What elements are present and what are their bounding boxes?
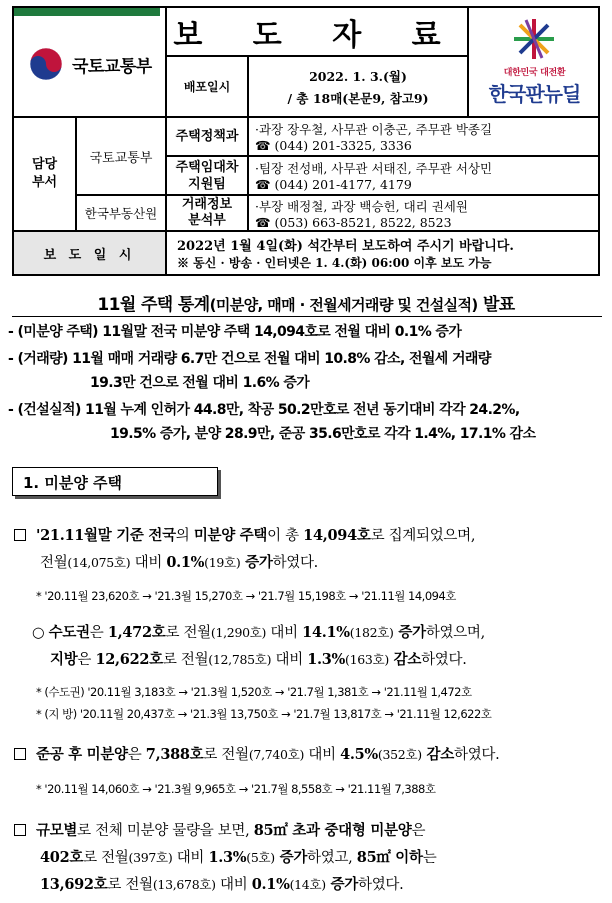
checkbox-bullet-icon <box>14 748 26 760</box>
phone-icon: ☎ <box>255 138 275 153</box>
ministry-name: 국토교통부 <box>72 56 152 77</box>
dept-lease-support: 주택임대차 지원팀 <box>166 156 248 195</box>
org-reb-cell: 한국부동산원 <box>76 195 166 231</box>
summary-transactions: - (거래량) 11월 매매 거래량 6.7만 건으로 전월 대비 10.8% 감소, 전월세 거래량 <box>8 351 491 367</box>
dept-transaction-analysis-contact: ·부장 배정철, 과장 백승헌, 대리 권세원 ☎ (053) 663-8521, 8522, 8523 <box>248 195 600 231</box>
release-pages: / 총 18매(본문9, 참고9) <box>287 90 429 106</box>
para-unsold-total-cont: 전월(14,075호) 대비 0.1%(19호) 증가하였다. <box>40 554 318 571</box>
phone-icon: ☎ <box>255 177 275 192</box>
release-date-cell <box>248 56 468 117</box>
release-label-cell: 배포일시 <box>166 56 248 117</box>
para-by-size-small: 13,692호로 전월(13,678호) 대비 0.1%(14호) 증가하였다. <box>40 876 404 893</box>
note-unsold-trend: * '20.11월 23,620호 → '21.3월 15,270호 → '21.7월 15,198호 → '21.11월 14,094호 <box>36 589 456 603</box>
dept-housing-policy: 주택정책과 <box>166 117 248 156</box>
para-by-size-large: 402호로 전월(397호) 대비 1.3%(5호) 증가하였고, 85㎡ 이하는 <box>40 849 437 866</box>
press-embargo: 2022년 1월 4일(화) 석간부터 보도하여 주시기 바랍니다. <box>177 239 514 254</box>
headline: 11월 주택 통계(미분양, 매매 · 전월세거래량 및 건설실적) 발표 <box>97 295 515 315</box>
para-completed-unsold: 준공 후 미분양은 7,388호로 전월(7,740호) 대비 4.5%(352호) 감소하였다. <box>14 741 499 769</box>
note-completed-trend: * '20.11월 14,060호 → '21.3월 9,965호 → '21.7월 8,558호 → '21.11월 7,388호 <box>36 782 436 796</box>
new-deal-title: 한국판뉴딜 <box>488 82 581 106</box>
circle-bullet-icon: ○ <box>32 625 49 641</box>
dept-lease-support-contact: ·팀장 전성배, 사무관 서태진, 주무관 서상민 ☎ (044) 201-4177, 4179 <box>248 156 600 195</box>
section-title: 1. 미분양 주택 <box>12 467 218 496</box>
new-deal-subtitle: 대한민국 대전환 <box>503 68 566 78</box>
phone-icon: ☎ <box>255 215 275 230</box>
para-provinces: 지방은 12,622호로 전월(12,785호) 대비 1.3%(163호) 감소하였다. <box>50 651 467 668</box>
press-info-cell <box>166 231 600 274</box>
new-deal-logo-cell <box>468 8 600 117</box>
org-ministry-cell: 국토교통부 <box>76 117 166 195</box>
page-title: 보 도 자 료 <box>173 17 461 53</box>
para-by-size: 규모별로 전체 미분양 물량을 보면, 85㎡ 초과 중대형 미분양은 <box>14 817 425 845</box>
title-cell <box>166 8 468 56</box>
summary-transactions-cont: 19.3만 건으로 전월 대비 1.6% 증가 <box>90 375 310 391</box>
divider <box>12 316 602 317</box>
note-provinces-trend: * (지 방) '20.11월 20,437호 → '21.3월 13,750호 → '21.7월 13,817호 → '21.11월 12,622호 <box>36 707 492 721</box>
ministry-logo-cell <box>14 8 166 117</box>
dept-transaction-analysis: 거래정보 분석부 <box>166 195 248 231</box>
new-deal-star-icon <box>512 17 556 61</box>
summary-construction: - (건설실적) 11월 누계 인허가 44.8만, 착공 50.2만호로 전년 동기대비 각각 24.2%, <box>8 402 520 418</box>
header-table <box>12 6 600 276</box>
taegeuk-logo-icon <box>28 46 64 82</box>
press-online-note: ※ 동신 · 방송 · 인터넷은 1. 4.(화) 06:00 이후 보도 가능 <box>177 256 492 270</box>
dept-housing-policy-contact: ·과장 장우철, 사무관 이충곤, 주무관 박종길 ☎ (044) 201-3325, 3336 <box>248 117 600 156</box>
summary-construction-cont: 19.5% 증가, 분양 28.9만, 준공 35.6만호로 각각 1.4%, 17.1% 감소 <box>110 426 536 442</box>
contact-label-cell: 담당 부서 <box>14 117 76 231</box>
note-metro-trend: * (수도권) '20.11월 3,183호 → '21.3월 1,520호 → '21.7월 1,381호 → '21.11월 1,472호 <box>36 685 472 699</box>
checkbox-bullet-icon <box>14 824 26 836</box>
summary-unsold: - (미분양 주택) 11월말 전국 미분양 주택 14,094호로 전월 대비 0.1% 증가 <box>8 324 462 340</box>
press-label-cell: 보 도 일 시 <box>14 231 166 274</box>
para-unsold-total: '21.11월말 기준 전국의 미분양 주택이 총 14,094호로 집계되었으며, <box>14 522 475 550</box>
release-date: 2022. 1. 3.(월) <box>309 68 407 84</box>
para-metro-area: ○ 수도권은 1,472호로 전월(1,290호) 대비 14.1%(182호) 증가하였으며, <box>32 624 485 641</box>
checkbox-bullet-icon <box>14 529 26 541</box>
